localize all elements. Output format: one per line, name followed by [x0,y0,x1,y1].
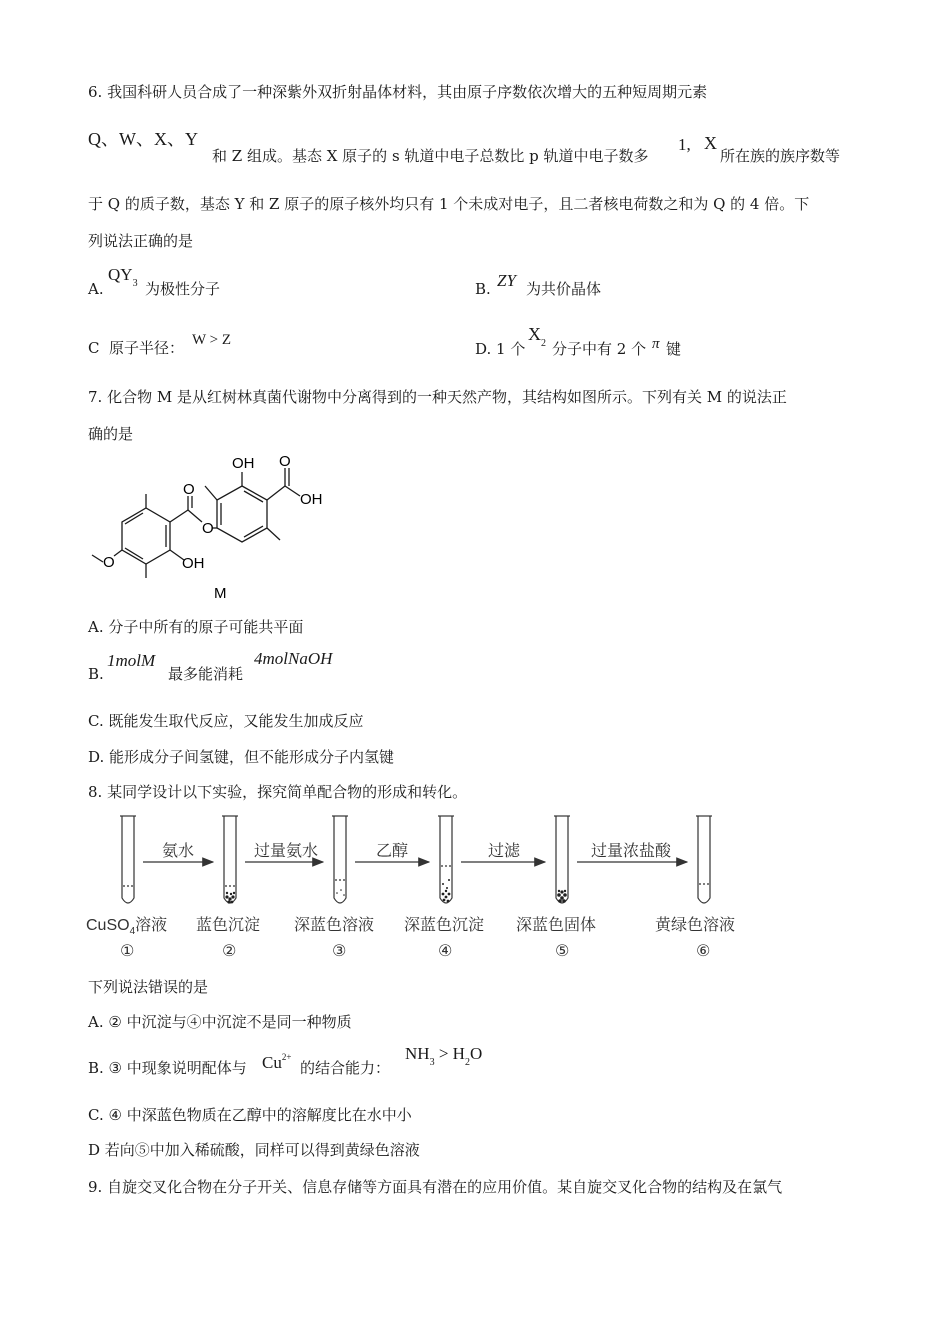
q6-stem-line3: 于 Q 的质子数，基态 Y 和 Z 原子的原子核外均只有 1 个未成对电子，且二者核电荷数之和为 Q 的 4 倍。下 [88,195,810,213]
q6-one: 1, [678,135,691,154]
q6-option-a-text: 为极性分子 [145,280,221,298]
tube-5-number: ⑤ [555,943,570,960]
q8-option-d: D 若向⑤中加入稀硫酸，同样可以得到黄绿色溶液 [88,1141,420,1159]
q8-option-a: A. ② 中沉淀与④中沉淀不是同一种物质 [88,1013,352,1031]
q7-option-b-text: 最多能消耗 [168,665,244,683]
oh-top-label: OH [232,455,255,472]
tube-1-number: ① [120,943,135,960]
test-tube-2 [222,816,238,903]
oh-bottom-label: OH [182,555,205,572]
arrow-4-label: 过滤 [488,843,521,860]
q6-option-a-formula: $QY_3$ [108,265,138,289]
arrow-2-label: 过量氨水 [254,843,319,860]
q8-option-b-cu: $Cu^{2+}$ [262,1052,292,1072]
test-tube-1 [120,816,136,903]
test-tube-6 [696,816,712,903]
q6-elements: Q、W、X、Y [88,129,198,149]
q8-question-stem: 下列说法错误的是 [88,978,209,996]
q6-x: X [704,133,717,153]
q6-option-a: A. [88,280,104,298]
q6-stem-line2b: 所在族的族序数等 [720,147,841,165]
q6-option-d-pi: π [652,336,660,352]
tube-3-label: 深蓝色溶液 [294,917,375,934]
q7-option-c: C. 既能发生取代反应，又能发生加成反应 [88,712,364,730]
tube-2-label: 蓝色沉淀 [196,917,261,934]
q9-stem-line1: 9. 自旋交叉化合物在分子开关、信息存储等方面具有潜在的应用价值。某自旋交叉化合物的结构及在氯气 [88,1178,783,1196]
q8-option-b-b: 的结合能力： [300,1059,391,1077]
q7-option-b-label: B. [88,665,104,683]
tube-3-number: ③ [332,943,347,960]
arrow-5-label: 过量浓盐酸 [591,843,672,860]
q8-option-b-formula: $NH_3 > H_2O$ [405,1044,483,1068]
q6-option-d-text: 分子中有 2 个 [552,340,647,358]
q6-option-c: C 原子半径： [88,339,185,357]
tube-6-number: ⑥ [696,943,711,960]
carbonyl-o2-label: O [183,481,195,498]
q7-option-b-f1: 1molM [107,651,156,670]
q6-option-d-formula: $X_2$ [528,324,546,349]
q6-stem-line1: 6. 我国科研人员合成了一种深紫外双折射晶体材料，其由原子序数依次增大的五种短周期元素 [88,83,708,101]
tube-5-label: 深蓝色固体 [516,917,597,934]
q6-option-b-text: 为共价晶体 [526,280,602,298]
tube-4-label: 深蓝色沉淀 [404,917,485,934]
tube-2-number: ② [222,943,237,960]
q6-stem-line2a: 和 Z 组成。基态 X 原子的 s 轨道中电子总数比 p 轨道中电子数多 [212,147,649,165]
test-tube-3 [332,816,348,903]
q7-option-a: A. 分子中所有的原子可能共平面 [88,618,304,636]
methoxy-o-label: O [103,554,115,571]
q7-stem-line2: 确的是 [88,425,134,443]
q8-stem-line1: 8. 某同学设计以下实验，探究简单配合物的形成和转化。 [88,783,468,801]
q7-stem-line1: 7. 化合物 M 是从红树林真菌代谢物中分离得到的一种天然产物，其结构如图所示。下列有关 M 的说法正 [88,388,787,406]
arrow-1-label: 氨水 [162,843,195,860]
q6-option-c-formula: W > Z [192,332,232,348]
ester-o-label: O [202,520,214,537]
compound-label: M [214,585,227,602]
q6-option-d-tail: 键 [666,340,682,358]
q6-option-b-label: B. [475,280,491,298]
q7-option-d: D. 能形成分子间氢键，但不能形成分子内氢键 [88,748,395,766]
q7-option-b-f2: 4molNaOH [254,649,333,668]
q6-option-d-label: D. 1 个 [475,340,526,358]
tube-4-number: ④ [438,943,453,960]
tube-6-label: 黄绿色溶液 [655,917,736,934]
arrow-3-label: 乙醇 [376,843,409,860]
q6-option-b-formula: ZY [497,271,516,290]
tube-1-label: CuSO$_4$溶液 [86,917,168,937]
carbonyl-o-label: O [279,453,291,470]
q8-option-b-a: B. ③ 中现象说明配体与 [88,1059,247,1077]
q8-option-c: C. ④ 中深蓝色物质在乙醇中的溶解度比在水中小 [88,1106,412,1124]
acid-oh-label: OH [300,491,323,508]
test-tube-5 [554,816,570,903]
q6-stem-line4: 列说法正确的是 [88,232,194,250]
